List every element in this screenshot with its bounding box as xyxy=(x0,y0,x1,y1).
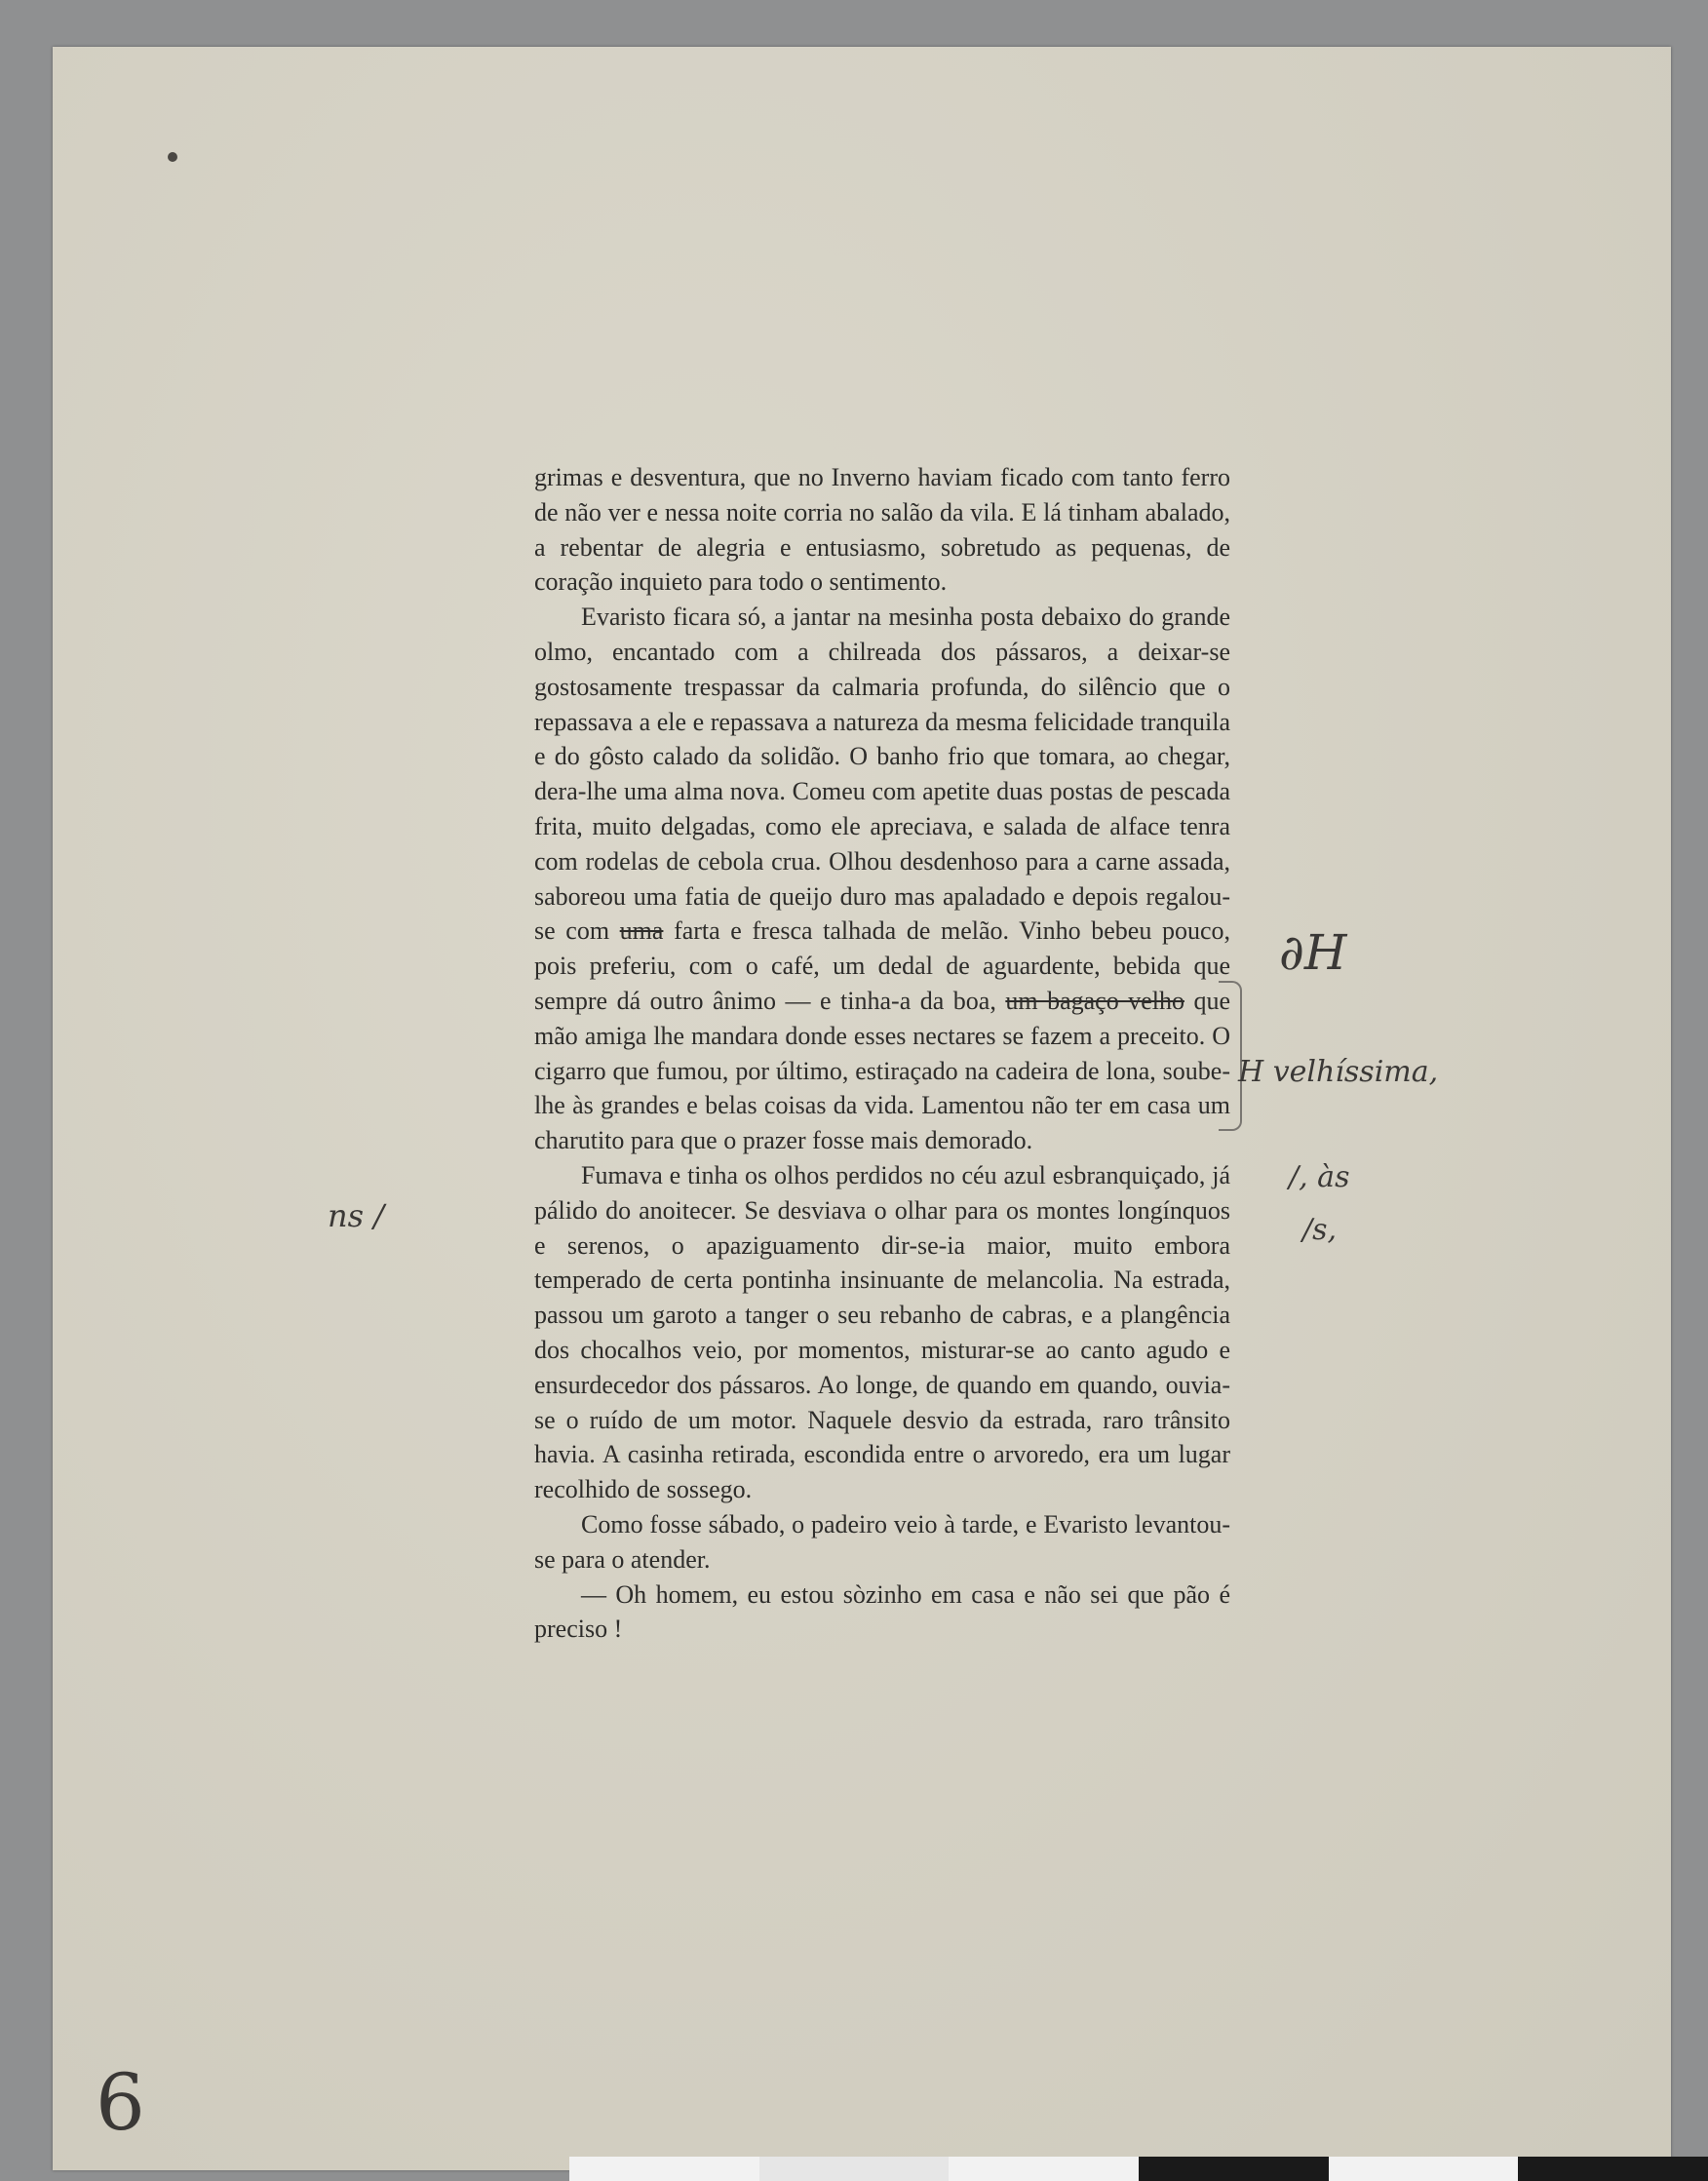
paragraph-3: Fumava e tinha os olhos perdidos no céu azul esbranquiçado, já pálido do anoitecer. Se desviava o olhar para os montes longínquos e serenos, o apaziguamento dir-se-ia maior, muito embora temperado de certa pontinha insinuante de melancolia. Na estrada, passou um garoto a tanger o seu rebanho de cabras, e a plangência dos chocalhos veio, por momentos, misturar-se ao canto agudo e ensurdecedor dos pássaros. Ao longe, de quando em quando, ouvia-se o ruído de um motor. Naquele desvio da estrada, raro trânsito havia. A casinha retirada, escondida entre o arvoredo, era um lugar recolhido de sossego. xyxy=(534,1160,1230,1504)
ruler-segment xyxy=(759,2157,950,2181)
paragraph-4: Como fosse sábado, o padeiro veio à tarde, e Evaristo levantou-se para o atender. xyxy=(534,1509,1230,1574)
paragraph-2-part-3: que mão amiga lhe mandara donde esses nectares se fazem a preceito. O cigarro que fumou, por último, estiraçado na cadeira de lona, soube-lhe às grandes e belas coisas da vida. Lamentou não ter em casa um charutito para que o prazer fosse mais demorado. xyxy=(534,986,1231,1155)
page-number: 6 xyxy=(96,2057,145,2148)
ruler-segment xyxy=(1139,2157,1329,2181)
ruler-segment xyxy=(1518,2157,1708,2181)
struck-phrase: um bagaço velho xyxy=(1005,986,1184,1015)
body-text xyxy=(534,460,1230,1647)
handwritten-note-velhissima: H velhíssima, xyxy=(1238,1055,1439,1089)
handwritten-note-ns: ns / xyxy=(328,1197,384,1234)
paragraph-5: — Oh homem, eu estou sòzinho em casa e não sei que pão é preciso ! xyxy=(534,1579,1230,1644)
handwritten-note-as: /, às xyxy=(1289,1160,1350,1194)
paragraph-2-part-1: Evaristo ficara só, a jantar na mesinha posta debaixo do grande olmo, encantado com a chilreada dos pássaros, a deixar-se gostosamente trespassar da calmaria profunda, do silêncio que o repassava a ele e repassava a natureza da mesma felicidade tranquila e do gôsto calado da solidão. O banho frio que tomara, ao chegar, dera-lhe uma alma nova. Comeu com apetite duas postas de pescada frita, muito delgadas, como ele apreciava, e salada de alface tenra com rodelas de cebola crua. Olhou desdenhoso para a carne assada, saboreou uma fatia de queijo duro mas apaladado e depois regalou-se com xyxy=(534,603,1230,946)
ruler-segment xyxy=(949,2157,1139,2181)
punch-hole xyxy=(168,152,177,162)
struck-word: uma xyxy=(619,916,664,946)
paragraph-2 xyxy=(534,600,1230,1158)
handwritten-note-s: /s, xyxy=(1302,1213,1338,1247)
ruler-segment xyxy=(1329,2157,1519,2181)
ruler-segment xyxy=(569,2157,759,2181)
color-scale-ruler xyxy=(569,2157,1708,2181)
handwritten-note-dh: ∂H xyxy=(1279,924,1347,981)
paragraph-2-part-2: farta e fresca talhada de melão. Vinho bebeu pouco, pois preferiu, com o café, um dedal de aguardente, bebida que sempre dá outro ânimo — e tinha-a da boa, xyxy=(534,916,1230,1015)
paper-sheet xyxy=(53,47,1671,2170)
paragraph-1: grimas e desventura, que no Inverno haviam ficado com tanto ferro de não ver e nessa noite corria no salão da vila. E lá tinham abalado, a rebentar de alegria e entusiasmo, sobretudo as pequenas, de coração inquieto para todo o sentimento. xyxy=(534,463,1230,597)
